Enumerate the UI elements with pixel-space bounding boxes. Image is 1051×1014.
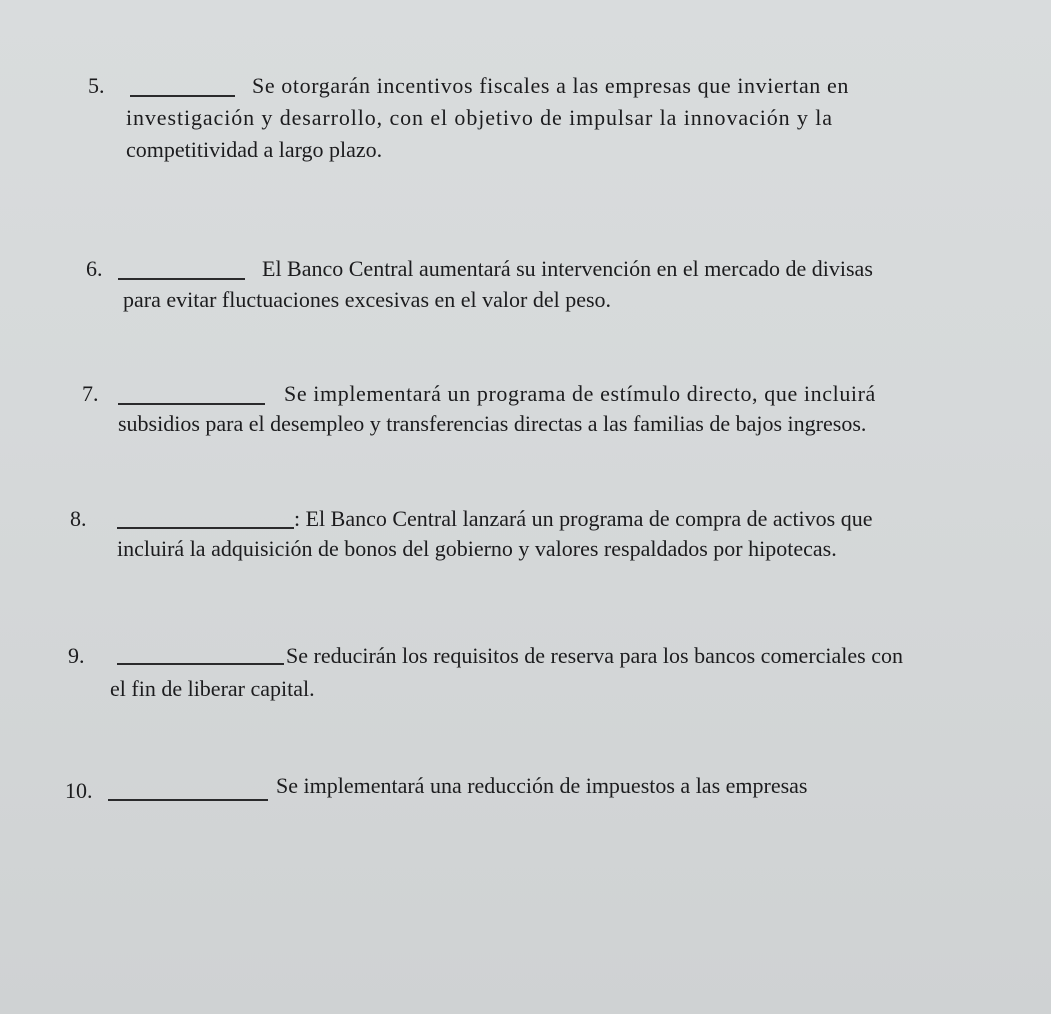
question-number: 10. xyxy=(65,778,93,803)
question-number: 7. xyxy=(82,381,99,406)
question-text-line: : El Banco Central lanzará un programa de compra de activos que xyxy=(294,506,873,531)
question-text-line: el fin de liberar capital. xyxy=(110,676,315,701)
question-text-line: Se implementará una reducción de impuestos a las empresas xyxy=(276,773,808,798)
answer-blank[interactable] xyxy=(108,799,268,801)
answer-blank[interactable] xyxy=(118,278,245,280)
question-number: 6. xyxy=(86,256,103,281)
question-text-line: El Banco Central aumentará su intervención en el mercado de divisas xyxy=(262,256,873,281)
question-text-line: Se otorgarán incentivos fiscales a las empresas que inviertan en xyxy=(252,73,849,98)
answer-blank[interactable] xyxy=(117,663,284,665)
question-text-line: subsidios para el desempleo y transferencias directas a las familias de bajos ingresos. xyxy=(118,411,867,436)
question-text-line: incluirá la adquisición de bonos del gobierno y valores respaldados por hipotecas. xyxy=(117,536,837,561)
question-text-line: Se reducirán los requisitos de reserva para los bancos comerciales con xyxy=(286,643,903,668)
question-number: 5. xyxy=(88,73,105,98)
answer-blank[interactable] xyxy=(117,527,294,529)
question-text-line: competitividad a largo plazo. xyxy=(126,137,383,162)
question-number: 9. xyxy=(68,643,85,668)
question-text-line: para evitar fluctuaciones excesivas en el valor del peso. xyxy=(123,287,612,312)
question-text-line: Se implementará un programa de estímulo directo, que incluirá xyxy=(284,381,876,406)
question-number: 8. xyxy=(70,506,87,531)
answer-blank[interactable] xyxy=(118,403,265,405)
question-text-line: investigación y desarrollo, con el objetivo de impulsar la innovación y la xyxy=(126,105,833,130)
answer-blank[interactable] xyxy=(130,95,235,97)
